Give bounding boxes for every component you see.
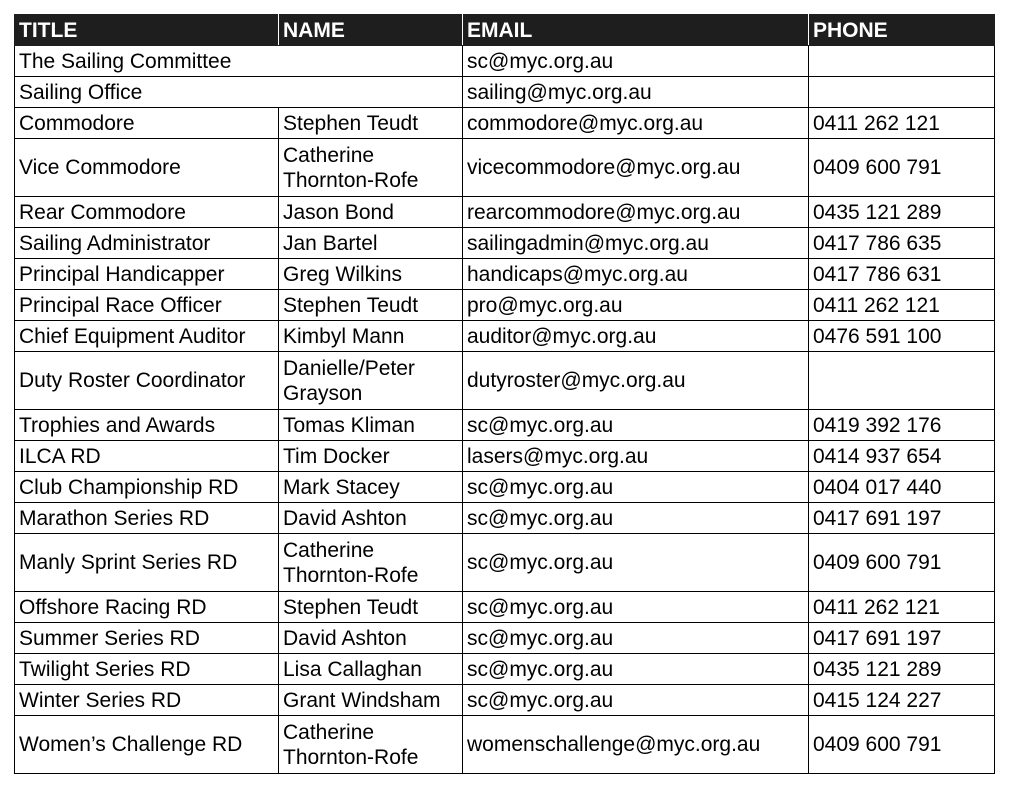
cell-name: Tim Docker <box>279 441 463 472</box>
table-row <box>15 534 995 592</box>
cell-title: Commodore <box>15 108 279 139</box>
cell-email[interactable]: vicecommodore@myc.org.au <box>463 139 809 197</box>
table-header-row <box>15 15 995 46</box>
cell-phone <box>809 352 995 410</box>
table-row <box>15 108 995 139</box>
table-row <box>15 321 995 352</box>
cell-title: Vice Commodore <box>15 139 279 197</box>
cell-title: Women’s Challenge RD <box>15 716 279 774</box>
cell-email[interactable]: lasers@myc.org.au <box>463 441 809 472</box>
cell-email[interactable]: sc@myc.org.au <box>463 410 809 441</box>
cell-name: Catherine Thornton-Rofe <box>279 534 463 592</box>
cell-email[interactable]: commodore@myc.org.au <box>463 108 809 139</box>
cell-phone: 0476 591 100 <box>809 321 995 352</box>
cell-phone: 0409 600 791 <box>809 534 995 592</box>
cell-email[interactable]: sailingadmin@myc.org.au <box>463 228 809 259</box>
cell-name: Lisa Callaghan <box>279 654 463 685</box>
cell-name: Tomas Kliman <box>279 410 463 441</box>
cell-name: Grant Windsham <box>279 685 463 716</box>
cell-phone: 0417 691 197 <box>809 623 995 654</box>
cell-name: David Ashton <box>279 503 463 534</box>
cell-title: Winter Series RD <box>15 685 279 716</box>
cell-email[interactable]: auditor@myc.org.au <box>463 321 809 352</box>
cell-phone: 0417 786 631 <box>809 259 995 290</box>
cell-phone: 0409 600 791 <box>809 139 995 197</box>
cell-phone: 0411 262 121 <box>809 290 995 321</box>
cell-email[interactable]: sc@myc.org.au <box>463 503 809 534</box>
cell-name: Danielle/Peter Grayson <box>279 352 463 410</box>
cell-name: Stephen Teudt <box>279 592 463 623</box>
cell-phone: 0404 017 440 <box>809 472 995 503</box>
table-row <box>15 716 995 774</box>
table-body <box>15 46 995 774</box>
cell-phone: 0409 600 791 <box>809 716 995 774</box>
cell-name: Catherine Thornton-Rofe <box>279 716 463 774</box>
cell-email[interactable]: pro@myc.org.au <box>463 290 809 321</box>
header-title: TITLE <box>15 15 279 46</box>
table-row <box>15 46 995 77</box>
cell-email[interactable]: sc@myc.org.au <box>463 534 809 592</box>
cell-email[interactable]: sc@myc.org.au <box>463 623 809 654</box>
cell-title: Manly Sprint Series RD <box>15 534 279 592</box>
cell-phone: 0417 691 197 <box>809 503 995 534</box>
cell-title: Club Championship RD <box>15 472 279 503</box>
table-row <box>15 685 995 716</box>
cell-phone: 0417 786 635 <box>809 228 995 259</box>
cell-title: Duty Roster Coordinator <box>15 352 279 410</box>
cell-email[interactable]: sc@myc.org.au <box>463 472 809 503</box>
cell-phone: 0414 937 654 <box>809 441 995 472</box>
table-row <box>15 290 995 321</box>
cell-name: Stephen Teudt <box>279 108 463 139</box>
cell-email[interactable]: womenschallenge@myc.org.au <box>463 716 809 774</box>
cell-title: ILCA RD <box>15 441 279 472</box>
cell-title: Chief Equipment Auditor <box>15 321 279 352</box>
cell-email[interactable]: rearcommodore@myc.org.au <box>463 197 809 228</box>
table-row <box>15 441 995 472</box>
cell-phone: 0411 262 121 <box>809 108 995 139</box>
cell-title: Principal Handicapper <box>15 259 279 290</box>
table-row <box>15 259 995 290</box>
cell-phone: 0435 121 289 <box>809 654 995 685</box>
cell-email[interactable]: sailing@myc.org.au <box>463 77 809 108</box>
header-email: EMAIL <box>463 15 809 46</box>
cell-title: Summer Series RD <box>15 623 279 654</box>
cell-name: Stephen Teudt <box>279 290 463 321</box>
cell-title: Marathon Series RD <box>15 503 279 534</box>
cell-name: Kimbyl Mann <box>279 321 463 352</box>
cell-phone: 0419 392 176 <box>809 410 995 441</box>
header-name: NAME <box>279 15 463 46</box>
cell-phone <box>809 77 995 108</box>
cell-name: Catherine Thornton-Rofe <box>279 139 463 197</box>
cell-phone: 0415 124 227 <box>809 685 995 716</box>
cell-title: Principal Race Officer <box>15 290 279 321</box>
cell-title: Sailing Office <box>15 77 463 108</box>
cell-phone <box>809 46 995 77</box>
cell-email[interactable]: handicaps@myc.org.au <box>463 259 809 290</box>
cell-email[interactable]: dutyroster@myc.org.au <box>463 352 809 410</box>
cell-email[interactable]: sc@myc.org.au <box>463 685 809 716</box>
header-phone: PHONE <box>809 15 995 46</box>
cell-title: Twilight Series RD <box>15 654 279 685</box>
contacts-table-wrapper <box>14 14 995 774</box>
table-row <box>15 654 995 685</box>
table-row <box>15 410 995 441</box>
table-row <box>15 472 995 503</box>
cell-title: Offshore Racing RD <box>15 592 279 623</box>
cell-title: The Sailing Committee <box>15 46 463 77</box>
cell-name: Jason Bond <box>279 197 463 228</box>
table-row <box>15 503 995 534</box>
table-row <box>15 77 995 108</box>
cell-name: Greg Wilkins <box>279 259 463 290</box>
cell-email[interactable]: sc@myc.org.au <box>463 46 809 77</box>
table-row <box>15 228 995 259</box>
cell-title: Sailing Administrator <box>15 228 279 259</box>
cell-email[interactable]: sc@myc.org.au <box>463 592 809 623</box>
cell-name: Jan Bartel <box>279 228 463 259</box>
table-row <box>15 623 995 654</box>
table-row <box>15 592 995 623</box>
cell-title: Trophies and Awards <box>15 410 279 441</box>
cell-title: Rear Commodore <box>15 197 279 228</box>
cell-phone: 0411 262 121 <box>809 592 995 623</box>
cell-phone: 0435 121 289 <box>809 197 995 228</box>
table-row <box>15 139 995 197</box>
cell-email[interactable]: sc@myc.org.au <box>463 654 809 685</box>
table-row <box>15 197 995 228</box>
contacts-table <box>14 14 995 774</box>
table-row <box>15 352 995 410</box>
cell-name: David Ashton <box>279 623 463 654</box>
cell-name: Mark Stacey <box>279 472 463 503</box>
